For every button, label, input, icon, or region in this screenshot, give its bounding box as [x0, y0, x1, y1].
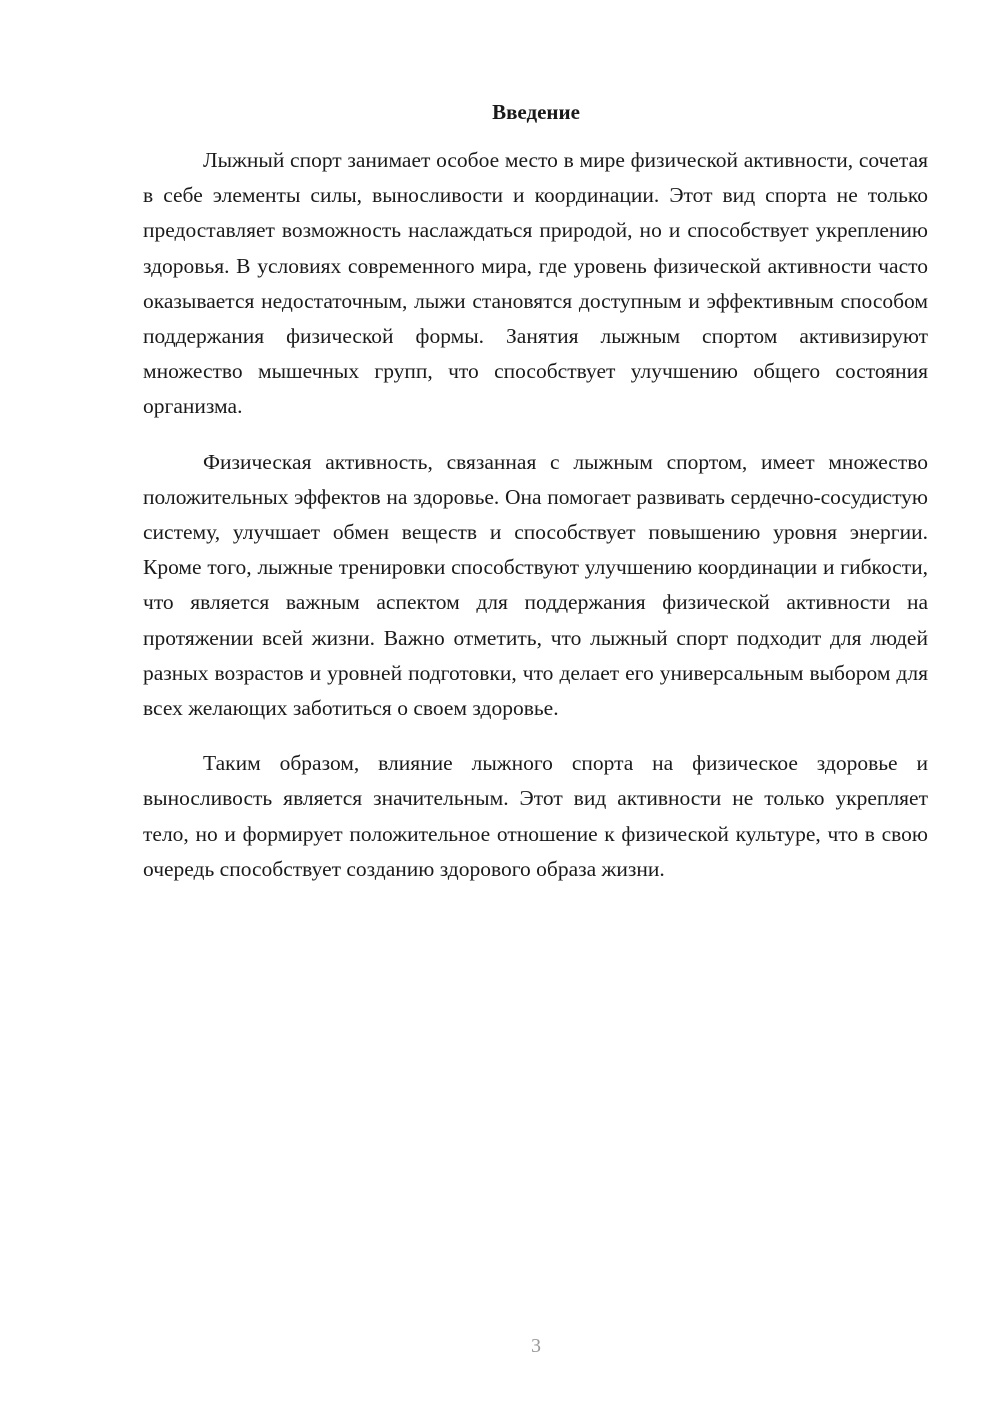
- paragraph-3: Таким образом, влияние лыжного спорта на физическое здоровье и выносливость является значительным. Этот вид активности не только укрепляет тело, но и формирует положительное отношение к физической культуре, что в свою очередь способствует созданию здорового образа жизни.: [143, 751, 928, 881]
- page-number: 3: [531, 1335, 541, 1357]
- body-text: [143, 143, 928, 907]
- section-heading: Введение: [492, 100, 580, 124]
- paragraph-1: Лыжный спорт занимает особое место в мире физической активности, сочетая в себе элементы силы, выносливости и координации. Этот вид спорта не только предоставляет возможность наслаждаться природой, но и способствует укреплению здоровья. В условиях современного мира, где уровень физической активности часто оказывается недостаточным, лыжи становятся доступным и эффективным способом поддержания физической формы. Занятия лыжным спортом активизируют множество мышечных групп, что способствует улучшению общего состояния организма.: [143, 148, 928, 419]
- paragraph-2: Физическая активность, связанная с лыжным спортом, имеет множество положительных эффектов на здоровье. Она помогает развивать сердечно-сосудистую систему, улучшает обмен веществ и способствует повышению уровня энергии. Кроме того, лыжные тренировки способствуют улучшению координации и гибкости, что является важным аспектом для поддержания физической активности на протяжении всей жизни. Важно отметить, что лыжный спорт подходит для людей разных возрастов и уровней подготовки, что делает его универсальным выбором для всех желающих заботиться о своем здоровье.: [143, 449, 928, 721]
